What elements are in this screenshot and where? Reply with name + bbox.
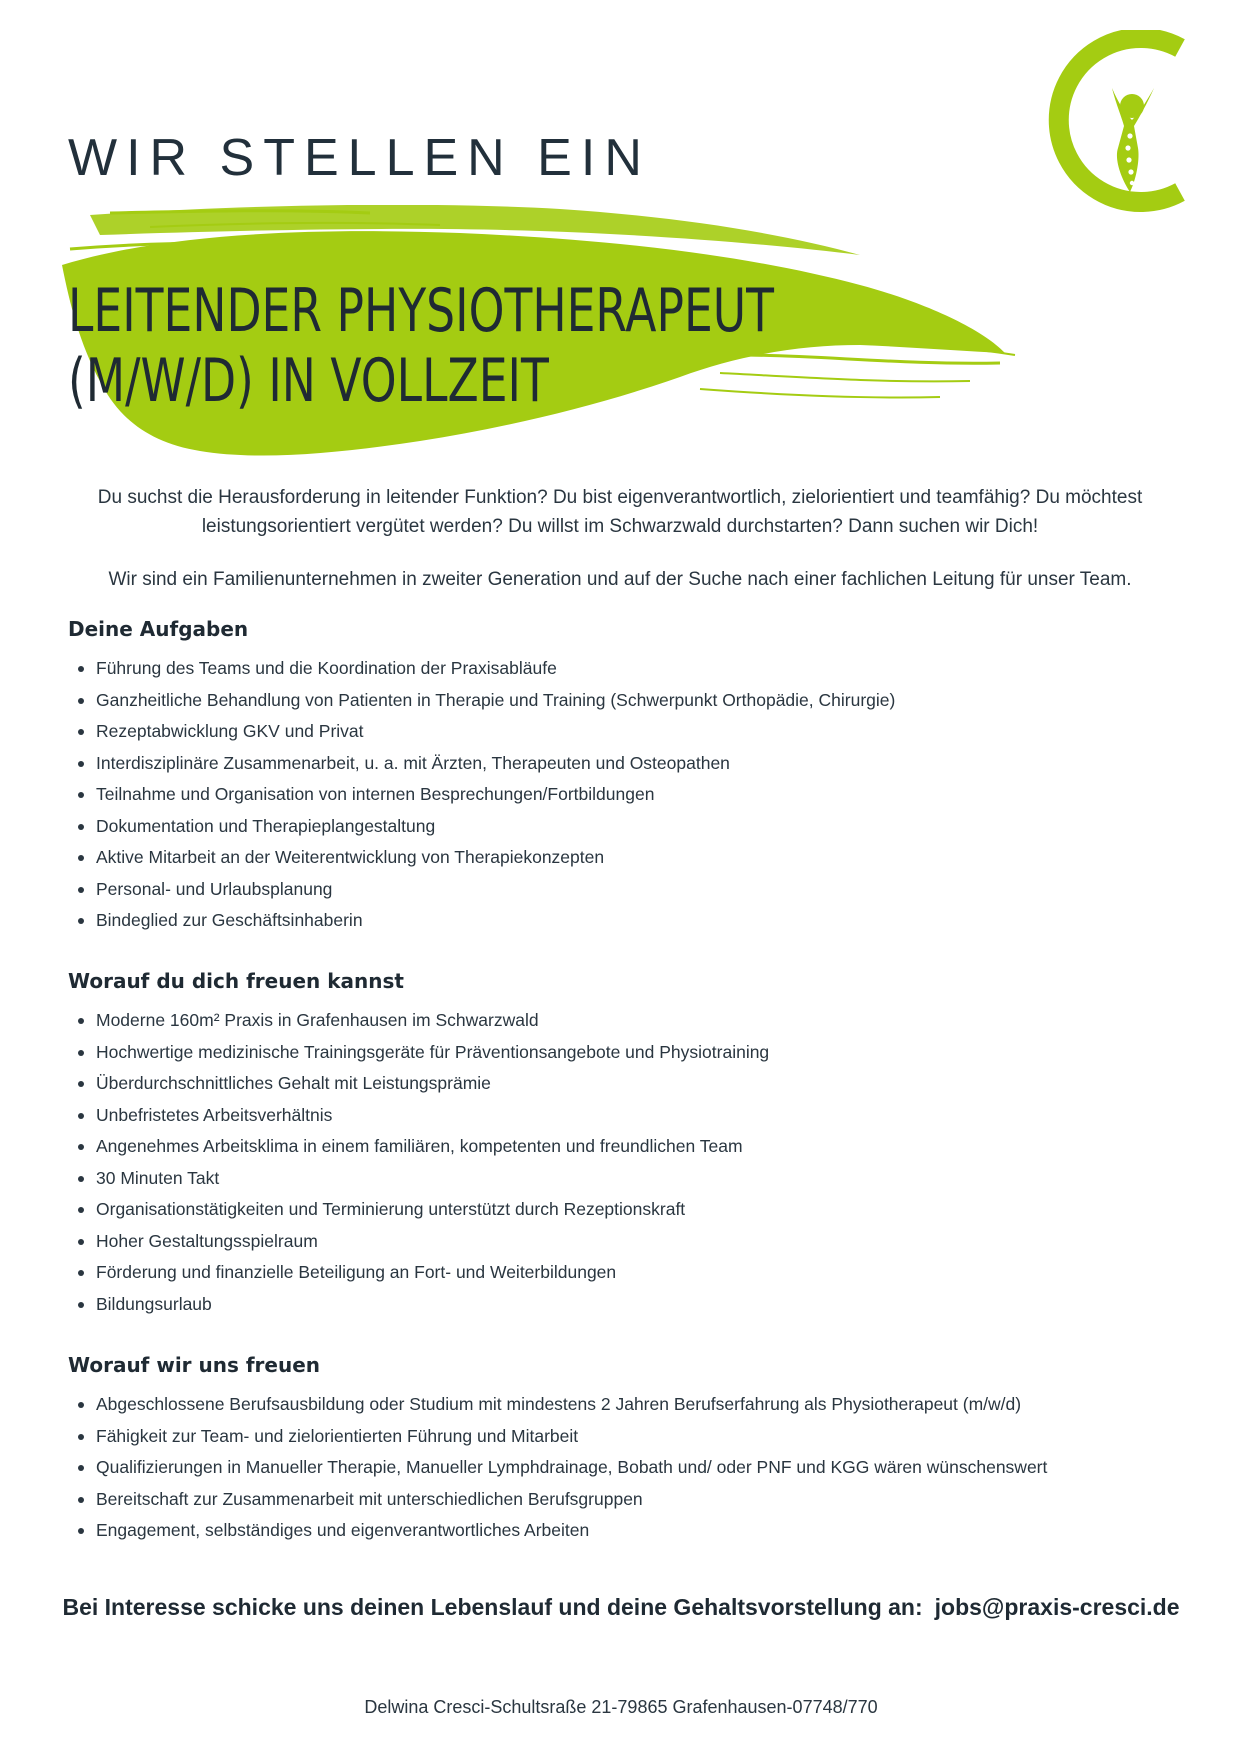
section-heading: Worauf du dich freuen kannst <box>68 969 404 993</box>
list-item: Hochwertige medizinische Trainingsgeräte für Präventionsangebote und Physiotraining <box>68 1037 1188 1069</box>
list-item: Organisationstätigkeiten und Terminierung unterstützt durch Rezeptionskraft <box>68 1194 1188 1226</box>
call-to-action <box>0 1594 1242 1621</box>
list-item: Bildungsurlaub <box>68 1289 1188 1321</box>
section-heading: Deine Aufgaben <box>68 617 249 641</box>
requirement-list <box>68 1389 1188 1547</box>
intro-paragraph-2: Wir sind ein Familienunternehmen in zweiter Generation und auf der Suche nach einer fachlichen Leitung für unser Team. <box>108 569 1132 590</box>
kicker-heading: WIR STELLEN EIN <box>68 129 651 187</box>
list-item: Dokumentation und Therapieplangestaltung <box>68 811 1188 843</box>
section-requirements <box>68 1350 1188 1547</box>
job-title <box>68 276 774 416</box>
cta-text: Bei Interesse schicke uns deinen Lebenslauf und deine Gehaltsvorstellung an: <box>62 1594 923 1620</box>
list-item: Moderne 160m² Praxis in Grafenhausen im Schwarzwald <box>68 1005 1188 1037</box>
benefit-list <box>68 1005 1188 1320</box>
list-item: Qualifizierungen in Manueller Therapie, Manueller Lymphdrainage, Bobath und/ oder PNF und KGG wären wünschenswert <box>68 1452 1188 1484</box>
list-item: Fähigkeit zur Team- und zielorientierten Führung und Mitarbeit <box>68 1421 1188 1453</box>
footer-address: Delwina Cresci-Schultsraße 21-79865 Grafenhausen-07748/770 <box>364 1697 878 1717</box>
intro-paragraph-1: Du suchst die Herausforderung in leitender Funktion? Du bist eigenverantwortlich, zielorientiert und teamfähig? Du möchtest leistungsorientiert vergütet werden? Du willst im Schwarzwald durchstarten? Dann suchen wir Dich! <box>97 487 1143 537</box>
list-item: Rezeptabwicklung GKV und Privat <box>68 716 1188 748</box>
section-benefits <box>68 966 1188 1320</box>
section-heading: Worauf wir uns freuen <box>68 1353 321 1377</box>
list-item: Überdurchschnittliches Gehalt mit Leistungsprämie <box>68 1068 1188 1100</box>
list-item: Teilnahme und Organisation von internen Besprechungen/Fortbildungen <box>68 779 1188 811</box>
list-item: Führung des Teams und die Koordination der Praxisabläufe <box>68 653 1188 685</box>
list-item: Abgeschlossene Berufsausbildung oder Studium mit mindestens 2 Jahren Berufserfahrung als Physiotherapeut (m/w/d) <box>68 1389 1188 1421</box>
list-item: Bereitschaft zur Zusammenarbeit mit unterschiedlichen Berufsgruppen <box>68 1484 1188 1516</box>
list-item: Engagement, selbständiges und eigenverantwortliches Arbeiten <box>68 1515 1188 1547</box>
list-item: Angenehmes Arbeitsklima in einem familiären, kompetenten und freundlichen Team <box>68 1131 1188 1163</box>
job-title-line-1: LEITENDER PHYSIOTHERAPEUT <box>68 276 775 346</box>
list-item: Förderung und finanzielle Beteiligung an Fort- und Weiterbildungen <box>68 1257 1188 1289</box>
list-item: Ganzheitliche Behandlung von Patienten in Therapie und Training (Schwerpunkt Orthopädie, Chirurgie) <box>68 685 1188 717</box>
list-item: Interdisziplinäre Zusammenarbeit, u. a. mit Ärzten, Therapeuten und Osteopathen <box>68 748 1188 780</box>
section-tasks <box>68 614 1188 937</box>
figure-in-circle-logo-icon <box>1030 30 1200 220</box>
list-item: Aktive Mitarbeit an der Weiterentwicklung von Therapiekonzepten <box>68 842 1188 874</box>
list-item: Hoher Gestaltungsspielraum <box>68 1226 1188 1258</box>
task-list <box>68 653 1188 937</box>
list-item: Personal- und Urlaubsplanung <box>68 874 1188 906</box>
list-item: Unbefristetes Arbeitsverhältnis <box>68 1100 1188 1132</box>
contact-email-link[interactable]: jobs@praxis-cresci.de <box>934 1594 1180 1620</box>
list-item: Bindeglied zur Geschäftsinhaberin <box>68 905 1188 937</box>
list-item: 30 Minuten Takt <box>68 1163 1188 1195</box>
job-title-line-2: (M/W/D) IN VOLLZEIT <box>68 346 549 416</box>
